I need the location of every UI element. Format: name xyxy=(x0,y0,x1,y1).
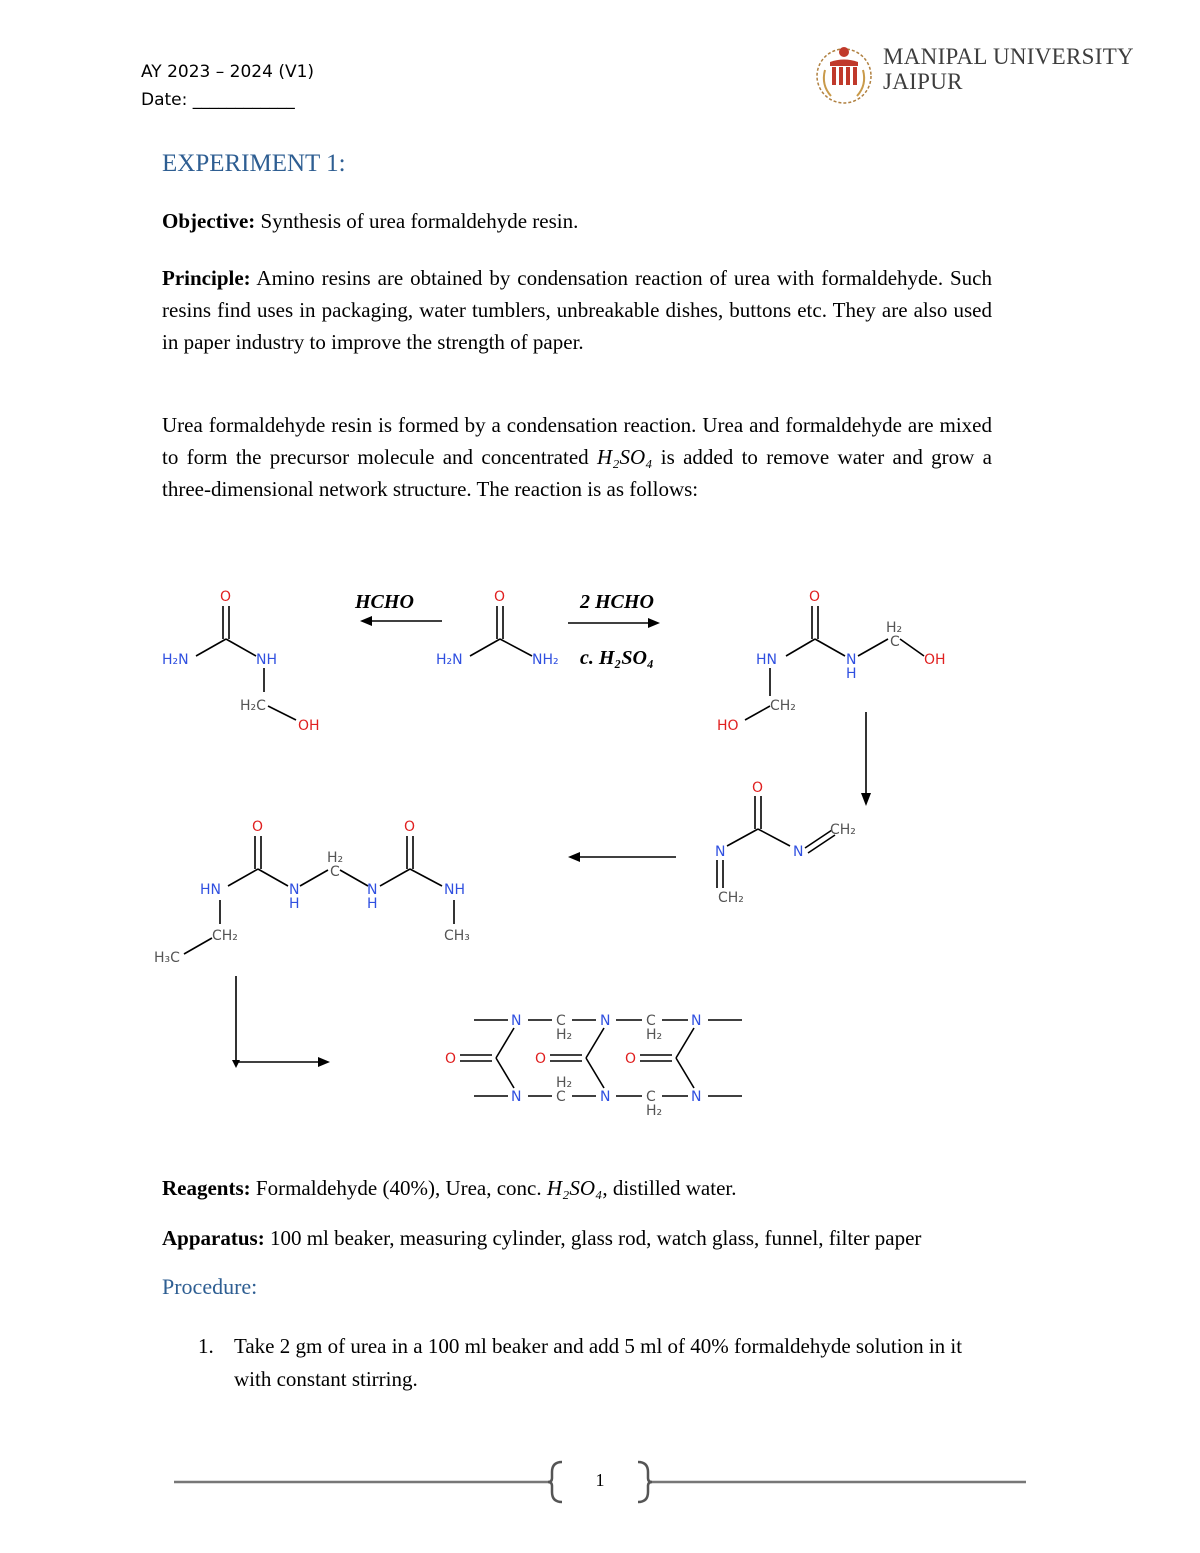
atom-label: H₂C xyxy=(240,698,266,714)
apparatus-label: Apparatus: xyxy=(162,1226,265,1250)
atom-label: H₂ xyxy=(327,850,344,866)
university-logo xyxy=(813,40,1158,112)
description-paragraph xyxy=(162,409,992,505)
reagents-text-1: Formaldehyde (40%), Urea, conc. xyxy=(250,1176,547,1200)
atom-label: O xyxy=(625,1051,637,1067)
atom-label: N xyxy=(793,844,804,860)
atom-label: O xyxy=(220,589,232,605)
atom-label: N xyxy=(691,1013,702,1029)
apparatus-text: 100 ml beaker, measuring cylinder, glass rod, watch glass, funnel, filter paper xyxy=(264,1226,922,1250)
description-text-2: is added to remove water and grow a three-dimensional network structure. The reaction is as follows: xyxy=(162,445,992,501)
date-field: Date: ____________ xyxy=(141,90,295,110)
atom-label: C xyxy=(646,1013,656,1029)
emblem-icon xyxy=(813,40,875,110)
atom-label: H xyxy=(289,896,300,912)
arrowheads xyxy=(232,616,871,1068)
atom-label: N xyxy=(715,844,726,860)
atom-label: O xyxy=(535,1051,547,1067)
atom-label: N xyxy=(600,1089,611,1105)
objective-paragraph xyxy=(162,205,992,237)
atom-label: N xyxy=(367,882,378,898)
atom-label: H xyxy=(367,896,378,912)
atom-label: OH xyxy=(924,652,946,668)
description-text-1: Urea formaldehyde resin is formed by a condensation reaction. Urea and formaldehyde are mixed to form the precursor molecule and concentrated xyxy=(162,413,992,469)
atom-label: O xyxy=(252,819,264,835)
atom-label: CH₂ xyxy=(718,890,744,906)
atom-label: N xyxy=(289,882,300,898)
atom-label: H₂N xyxy=(162,652,189,668)
atom-label: NH₂ xyxy=(532,652,559,668)
academic-year: AY 2023 – 2024 (V1) xyxy=(141,62,315,82)
reagent-hcho: HCHO xyxy=(355,591,414,613)
atom-label: C xyxy=(890,634,900,650)
atom-label: N xyxy=(846,652,857,668)
atom-label: O xyxy=(752,780,764,796)
atom-label: H xyxy=(846,666,857,682)
reagents-text-2: , distilled water. xyxy=(602,1176,737,1200)
atom-label: H₂ xyxy=(556,1075,573,1091)
principle-paragraph xyxy=(162,262,992,358)
reagent-catalyst: c. H₂SO₄ xyxy=(580,647,654,669)
step-text: Take 2 gm of urea in a 100 ml beaker and add 5 ml of 40% formaldehyde solution in it with constant stirring. xyxy=(234,1334,963,1391)
atom-label: HO xyxy=(717,718,739,734)
atom-label: O xyxy=(809,589,821,605)
atom-label: N xyxy=(691,1089,702,1105)
atom-label: H₂ xyxy=(556,1027,573,1043)
header-info xyxy=(141,58,314,114)
atom-label: C xyxy=(646,1089,656,1105)
procedure-heading: Procedure: xyxy=(162,1274,258,1299)
atom-label: CH₂ xyxy=(830,822,856,838)
objective-label: Objective: xyxy=(162,209,256,233)
atom-label: H₂ xyxy=(886,620,903,636)
atom-label: CH₂ xyxy=(212,928,238,944)
atom-label: H₂ xyxy=(646,1027,663,1043)
reagents-formula: H₂SO₄ xyxy=(546,1176,603,1200)
atom-label: HN xyxy=(756,652,777,668)
atom-label: O xyxy=(404,819,416,835)
principle-text: Amino resins are obtained by condensation reaction of urea with formaldehyde. Such resins find uses in packaging, water tumblers, unbreakable dishes, buttons etc. They are also used in paper industry to improve the strength of paper. xyxy=(162,266,992,354)
bonds xyxy=(184,606,924,1096)
reagents-paragraph xyxy=(162,1172,1062,1204)
objective-text: Synthesis of urea formaldehyde resin. xyxy=(255,209,579,233)
atom-label: N xyxy=(511,1013,522,1029)
page-number: 1 xyxy=(595,1470,605,1490)
atom-label: C xyxy=(556,1089,566,1105)
atom-label: HN xyxy=(200,882,221,898)
atom-label: O xyxy=(445,1051,457,1067)
apparatus-paragraph xyxy=(162,1222,1082,1254)
university-city: JAIPUR xyxy=(883,69,963,94)
atom-label: C xyxy=(556,1013,566,1029)
atom-label: H₃C xyxy=(154,950,180,966)
university-name: MANIPAL UNIVERSITY xyxy=(883,44,1134,69)
reagent-2hcho: 2 HCHO xyxy=(580,591,654,613)
atom-label: O xyxy=(494,589,506,605)
atom-label: CH₃ xyxy=(444,928,470,944)
atom-label: OH xyxy=(298,718,320,734)
atom-label: C xyxy=(330,864,340,880)
principle-label: Principle: xyxy=(162,266,251,290)
atom-label: N xyxy=(600,1013,611,1029)
atom-label: NH xyxy=(256,652,277,668)
step-number: 1. xyxy=(198,1334,214,1358)
experiment-title: EXPERIMENT 1: xyxy=(162,150,346,177)
atom-label: H₂ xyxy=(646,1103,663,1119)
atom-label: CH₂ xyxy=(770,698,796,714)
sulfuric-acid-formula: H₂SO₄ xyxy=(597,445,653,469)
atom-label: H₂N xyxy=(436,652,463,668)
reagents-label: Reagents: xyxy=(162,1176,251,1200)
reaction-scheme xyxy=(140,570,1020,1130)
atom-label: N xyxy=(511,1089,522,1105)
atom-label: NH xyxy=(444,882,465,898)
